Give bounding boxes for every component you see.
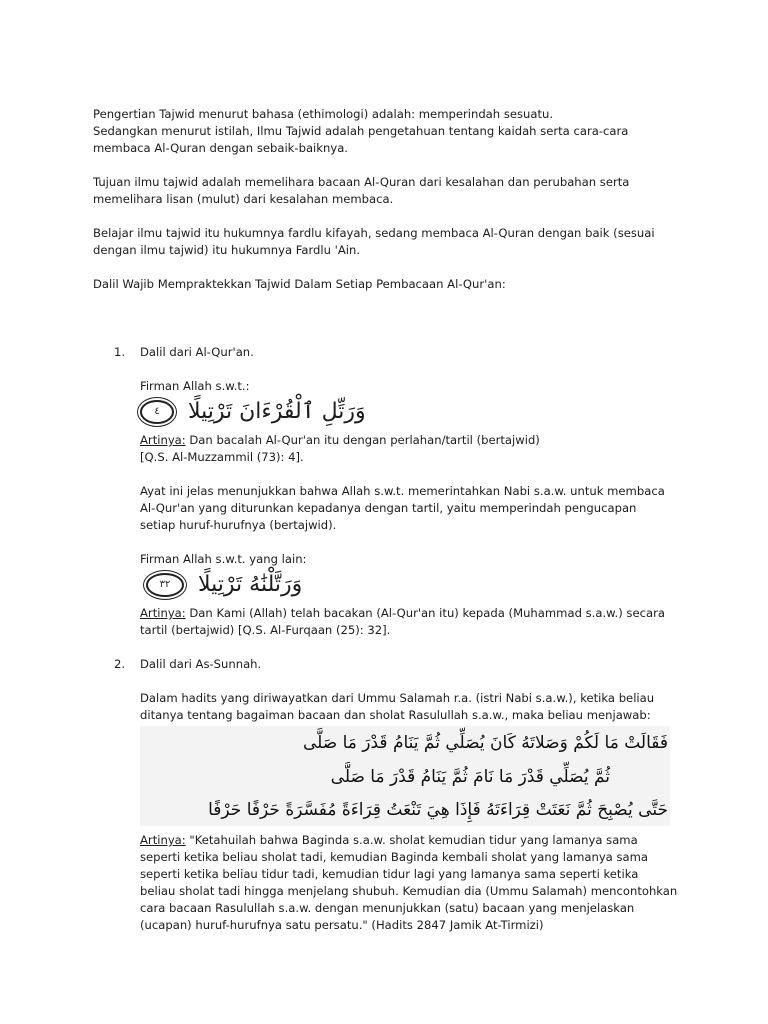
intro-line: Dalam hadits yang diriwayatkan dari Ummu Salamah r.a. (istri Nabi s.a.w.), ketika beliau xyxy=(140,691,655,705)
belajar-line: dengan ilmu tajwid) itu hukumnya Fardlu 'Ain. xyxy=(93,243,361,257)
artinya-text: Dan Kami (Allah) telah bacakan (Al-Qur'an itu) kepada (Muhammad s.a.w.) secara xyxy=(185,606,665,620)
ayah-number-mark: ٣٢ xyxy=(146,573,184,597)
artinya-label: Artinya: xyxy=(140,833,186,847)
verse-2-arabic: وَرَتَّلْنَٰهُ تَرْتِيلًا xyxy=(198,572,303,597)
artinya-line xyxy=(140,432,680,449)
hadith-line: فَقَالَتْ مَا لَكُمْ وَصَلاتَهُ كَانَ يُصَلِّي ثُمَّ يَنَامُ قَدْرَ مَا صَلَّى xyxy=(302,733,668,753)
ayat-line: Al-Qur'an yang diturunkan kepadanya dengan tartil, yaitu memperindah pengucapan xyxy=(140,501,637,515)
verse-1 xyxy=(140,395,366,429)
intro-line: membaca Al-Quran dengan sebaik-baiknya. xyxy=(93,141,348,155)
artinya-label: Artinya: xyxy=(140,606,186,620)
reference: [Q.S. Al-Muzzammil (73): 4]. xyxy=(140,450,304,464)
verse-1-arabic: وَرَتِّلِ ٱلْقُرْءَانَ تَرْتِيلًا xyxy=(188,399,366,424)
translation-line: cara bacaan Rasulullah s.a.w. dengan menunjukkan (satu) bacaan yang menjelaskan xyxy=(140,901,635,915)
tujuan-line: memelihara lisan (mulut) dari kesalahan membaca. xyxy=(93,192,394,206)
artinya-label: Artinya: xyxy=(140,433,186,447)
artinya-text: Dan bacalah Al-Qur'an itu dengan perlahan/tartil (bertajwid) xyxy=(185,433,540,447)
hadith-line: ثُمَّ يُصَلِّي قَدْرَ مَا نَامَ ثُمَّ يَنَامُ قَدْرَ مَا صَلَّى xyxy=(330,767,610,787)
translation-line: (ucapan) huruf-hurufnya satu persatu." (Hadits 2847 Jamik At-Tirmizi) xyxy=(140,918,544,932)
list-number: 1. xyxy=(114,345,126,359)
artinya-line xyxy=(140,832,680,849)
intro-line: Sedangkan menurut istilah, Ilmu Tajwid adalah pengetahuan tentang kaidah serta cara-cara xyxy=(93,124,629,138)
hadith-line: حَتَّى يُصْبِحَ ثُمَّ نَعَتَتْ قِرَاءَتَهُ فَإِذَا هِيَ تَنْعَتُ قِرَاءَةً مُفَسَّرَةً حَرْفًا حَرْفًا xyxy=(208,800,668,820)
verse-2 xyxy=(146,568,302,602)
ayat-line: setiap huruf-hurufnya (bertajwid). xyxy=(140,518,337,532)
ayah-number-mark: ٤ xyxy=(140,400,174,424)
firman-label: Firman Allah s.w.t. yang lain: xyxy=(140,552,307,566)
intro-line: Pengertian Tajwid menurut bahasa (ethimologi) adalah: memperindah sesuatu. xyxy=(93,107,554,121)
artinya-line: tartil (bertajwid) [Q.S. Al-Furqaan (25): 32]. xyxy=(140,623,391,637)
artinya-text: "Ketahuilah bahwa Baginda s.a.w. sholat kemudian tidur yang lamanya sama xyxy=(185,833,638,847)
belajar-line: Belajar ilmu tajwid itu hukumnya fardlu kifayah, sedang membaca Al-Quran dengan baik (sesuai xyxy=(93,226,655,240)
list-number: 2. xyxy=(114,657,126,671)
section-title: Dalil dari As-Sunnah. xyxy=(140,657,262,671)
tujuan-line: Tujuan ilmu tajwid adalah memelihara bacaan Al-Quran dari kesalahan dan perubahan serta xyxy=(93,175,630,189)
section-title: Dalil dari Al-Qur'an. xyxy=(140,345,254,359)
translation-line: seperti ketika beliau sholat tadi, kemudian Baginda kembali sholat yang lamanya sama xyxy=(140,850,649,864)
firman-label: Firman Allah s.w.t.: xyxy=(140,379,250,393)
dalil-heading: Dalil Wajib Mempraktekkan Tajwid Dalam Setiap Pembacaan Al-Qur'an: xyxy=(93,277,506,291)
ayat-line: Ayat ini jelas menunjukkan bahwa Allah s.w.t. memerintahkan Nabi s.a.w. untuk membaca xyxy=(140,484,665,498)
intro-line: ditanya tentang bagaiman bacaan dan sholat Rasulullah s.a.w., maka beliau menjawab: xyxy=(140,708,651,722)
translation-line: seperti ketika beliau tidur tadi, kemudian tidur lagi yang lamanya sama seperti ketika xyxy=(140,867,639,881)
translation-line: beliau sholat tadi hingga menjelang shubuh. Kemudian dia (Ummu Salamah) mencontohkan xyxy=(140,884,678,898)
artinya-line xyxy=(140,605,680,622)
